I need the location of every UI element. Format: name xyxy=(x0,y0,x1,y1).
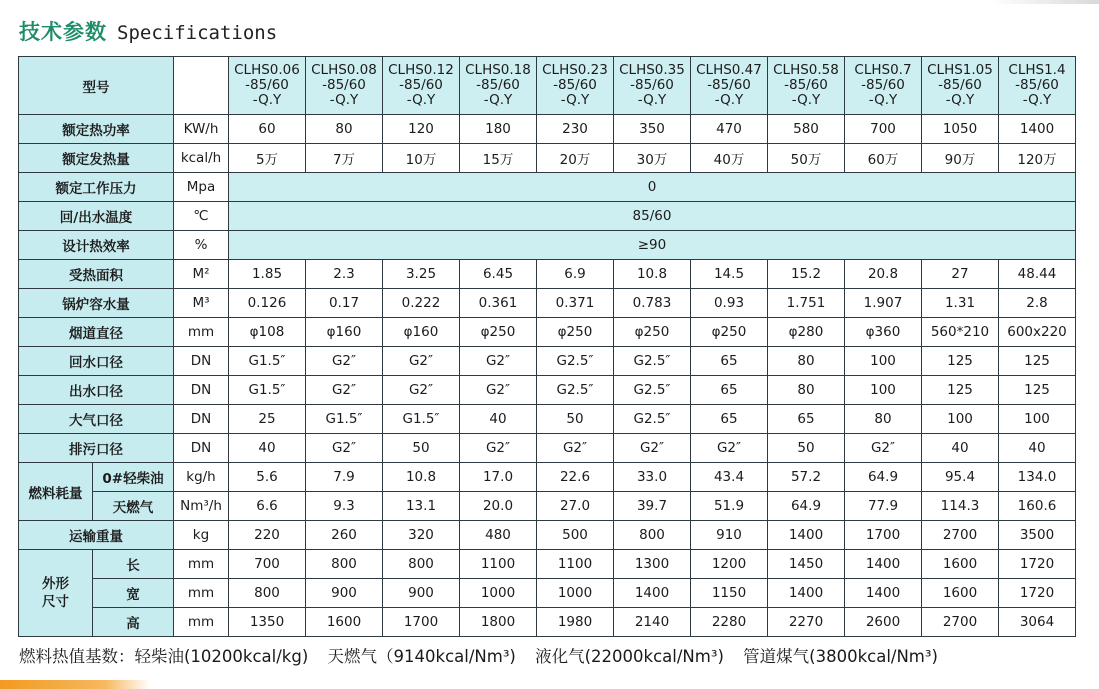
row-unit: M² xyxy=(174,260,229,289)
value-cell: 350 xyxy=(614,115,691,144)
table-row xyxy=(19,376,1076,405)
model-name-cell xyxy=(691,57,768,115)
dimension-row xyxy=(19,550,1076,579)
model-name-line: -85/60 xyxy=(938,77,982,93)
value-cell: 1050 xyxy=(922,115,999,144)
model-name-line: CLHS1.05 xyxy=(927,62,993,78)
value-cell: 22.6 xyxy=(537,463,614,492)
model-name-line: CLHS0.06 xyxy=(234,62,300,78)
value-cell: G2″ xyxy=(537,434,614,463)
model-name-line: -85/60 xyxy=(322,77,366,93)
value-cell: 2140 xyxy=(614,608,691,637)
dimension-type-label: 高 xyxy=(93,608,174,637)
value-cell: G2″ xyxy=(383,347,460,376)
model-name-line: -Q.Y xyxy=(406,92,436,108)
value-cell: 20.8 xyxy=(845,260,922,289)
value-cell: 77.9 xyxy=(845,492,922,521)
value-cell: 1000 xyxy=(537,579,614,608)
dimension-row xyxy=(19,608,1076,637)
value-cell: 800 xyxy=(383,550,460,579)
value-cell: 80 xyxy=(768,376,845,405)
value-cell: 1400 xyxy=(768,579,845,608)
value-cell: φ250 xyxy=(614,318,691,347)
value-cell: 900 xyxy=(383,579,460,608)
page-title-cn: 技术参数 xyxy=(19,20,107,44)
value-cell: 57.2 xyxy=(768,463,845,492)
table-header-row xyxy=(19,57,1076,115)
row-label: 烟道直径 xyxy=(19,318,174,347)
value-cell: G2″ xyxy=(460,376,537,405)
value-cell: 560*210 xyxy=(922,318,999,347)
model-name-line: -Q.Y xyxy=(868,92,898,108)
value-cell: 0.222 xyxy=(383,289,460,318)
value-cell: φ250 xyxy=(537,318,614,347)
value-cell: 1400 xyxy=(845,579,922,608)
value-cell: 3.25 xyxy=(383,260,460,289)
model-name-line: -85/60 xyxy=(784,77,828,93)
table-row xyxy=(19,173,1076,202)
value-cell: 13.1 xyxy=(383,492,460,521)
value-cell: 800 xyxy=(306,550,383,579)
value-cell: G2.5″ xyxy=(614,347,691,376)
fuel-group-label: 燃料耗量 xyxy=(19,463,93,521)
value-cell: 90万 xyxy=(922,144,999,173)
value-cell: 80 xyxy=(306,115,383,144)
value-cell: G2″ xyxy=(614,434,691,463)
value-cell: 65 xyxy=(768,405,845,434)
value-cell: 6.45 xyxy=(460,260,537,289)
value-cell: 50 xyxy=(383,434,460,463)
value-cell: 27.0 xyxy=(537,492,614,521)
value-cell: 65 xyxy=(691,347,768,376)
bottom-accent-bar xyxy=(0,680,150,689)
value-cell: 1400 xyxy=(845,550,922,579)
model-name-line: CLHS0.23 xyxy=(542,62,608,78)
value-cell: 48.44 xyxy=(999,260,1076,289)
value-cell: 2270 xyxy=(768,608,845,637)
model-name-cell xyxy=(306,57,383,115)
value-cell: φ280 xyxy=(768,318,845,347)
table-row xyxy=(19,202,1076,231)
model-name-cell xyxy=(229,57,306,115)
value-cell: 60万 xyxy=(845,144,922,173)
model-name-line: CLHS0.18 xyxy=(465,62,531,78)
value-cell: 5.6 xyxy=(229,463,306,492)
value-cell: 1400 xyxy=(999,115,1076,144)
row-span-value: 0 xyxy=(229,173,1076,202)
value-cell: 0.783 xyxy=(614,289,691,318)
value-cell: 1720 xyxy=(999,579,1076,608)
value-cell: G2″ xyxy=(383,376,460,405)
value-cell: G1.5″ xyxy=(229,347,306,376)
row-unit: % xyxy=(174,231,229,260)
value-cell: G1.5″ xyxy=(229,376,306,405)
value-cell: G1.5″ xyxy=(383,405,460,434)
model-name-line: CLHS0.47 xyxy=(696,62,762,78)
value-cell: φ160 xyxy=(306,318,383,347)
table-row xyxy=(19,231,1076,260)
value-cell: 9.3 xyxy=(306,492,383,521)
model-name-cell xyxy=(845,57,922,115)
row-label: 锅炉容水量 xyxy=(19,289,174,318)
model-name-cell xyxy=(537,57,614,115)
value-cell: 480 xyxy=(460,521,537,550)
model-name-line: -85/60 xyxy=(553,77,597,93)
value-cell: 20万 xyxy=(537,144,614,173)
value-cell: 15.2 xyxy=(768,260,845,289)
value-cell: 65 xyxy=(691,376,768,405)
value-cell: 17.0 xyxy=(460,463,537,492)
table-row xyxy=(19,434,1076,463)
value-cell: 40 xyxy=(229,434,306,463)
value-cell: 1720 xyxy=(999,550,1076,579)
value-cell: φ160 xyxy=(383,318,460,347)
row-label: 排污口径 xyxy=(19,434,174,463)
model-name-line: -85/60 xyxy=(707,77,751,93)
value-cell: G2″ xyxy=(691,434,768,463)
row-unit: kcal/h xyxy=(174,144,229,173)
value-cell: 10万 xyxy=(383,144,460,173)
table-row xyxy=(19,115,1076,144)
value-cell: 1600 xyxy=(306,608,383,637)
model-name-line: -Q.Y xyxy=(791,92,821,108)
value-cell: 3500 xyxy=(999,521,1076,550)
value-cell: G2″ xyxy=(460,347,537,376)
value-cell: 30万 xyxy=(614,144,691,173)
value-cell: 64.9 xyxy=(845,463,922,492)
model-name-cell xyxy=(768,57,845,115)
value-cell: 1150 xyxy=(691,579,768,608)
fuel-note-natural-gas: 天燃气（9140kcal/Nm³) xyxy=(327,647,516,666)
value-cell: G2″ xyxy=(845,434,922,463)
value-cell: 40万 xyxy=(691,144,768,173)
value-cell: 10.8 xyxy=(383,463,460,492)
value-cell: 50 xyxy=(537,405,614,434)
value-cell: G2″ xyxy=(306,376,383,405)
value-cell: 1100 xyxy=(537,550,614,579)
value-cell: 1400 xyxy=(614,579,691,608)
value-cell: 80 xyxy=(845,405,922,434)
row-label: 额定工作压力 xyxy=(19,173,174,202)
value-cell: 15万 xyxy=(460,144,537,173)
model-name-line: CLHS0.7 xyxy=(854,62,912,78)
dimension-unit: mm xyxy=(174,608,229,637)
value-cell: 60 xyxy=(229,115,306,144)
value-cell: 125 xyxy=(999,347,1076,376)
value-cell: φ108 xyxy=(229,318,306,347)
value-cell: 1.907 xyxy=(845,289,922,318)
value-cell: 125 xyxy=(999,376,1076,405)
value-cell: 910 xyxy=(691,521,768,550)
value-cell: 7万 xyxy=(306,144,383,173)
row-label: 回/出水温度 xyxy=(19,202,174,231)
table-row xyxy=(19,289,1076,318)
model-name-line: -Q.Y xyxy=(714,92,744,108)
value-cell: 800 xyxy=(229,579,306,608)
model-name-line: CLHS1.4 xyxy=(1008,62,1066,78)
model-name-line: CLHS0.12 xyxy=(388,62,454,78)
value-cell: 0.17 xyxy=(306,289,383,318)
value-cell: G2.5″ xyxy=(614,376,691,405)
value-cell: φ250 xyxy=(691,318,768,347)
value-cell: 1800 xyxy=(460,608,537,637)
page-header xyxy=(19,16,277,46)
value-cell: 2280 xyxy=(691,608,768,637)
value-cell: 1980 xyxy=(537,608,614,637)
value-cell: G2″ xyxy=(460,434,537,463)
value-cell: 580 xyxy=(768,115,845,144)
value-cell: 230 xyxy=(537,115,614,144)
value-cell: 33.0 xyxy=(614,463,691,492)
model-name-line: CLHS0.08 xyxy=(311,62,377,78)
value-cell: 114.3 xyxy=(922,492,999,521)
value-cell: 3064 xyxy=(999,608,1076,637)
value-cell: 65 xyxy=(691,405,768,434)
model-label: 型号 xyxy=(19,57,174,115)
row-unit: DN xyxy=(174,376,229,405)
value-cell: G2″ xyxy=(306,347,383,376)
row-unit: mm xyxy=(174,318,229,347)
value-cell: 1200 xyxy=(691,550,768,579)
value-cell: 470 xyxy=(691,115,768,144)
value-cell: G1.5″ xyxy=(306,405,383,434)
model-name-line: -Q.Y xyxy=(1022,92,1052,108)
model-name-cell xyxy=(999,57,1076,115)
model-name-line: -85/60 xyxy=(399,77,443,93)
fuel-note-lpg: 液化气(22000kcal/Nm³) xyxy=(535,647,724,666)
table-row xyxy=(19,405,1076,434)
row-label: 出水口径 xyxy=(19,376,174,405)
fuel-row xyxy=(19,492,1076,521)
value-cell: 1700 xyxy=(383,608,460,637)
fuel-row xyxy=(19,463,1076,492)
dimension-type-label: 长 xyxy=(93,550,174,579)
dimension-group-label xyxy=(19,550,93,637)
value-cell: 125 xyxy=(922,347,999,376)
row-label: 受热面积 xyxy=(19,260,174,289)
value-cell: 1600 xyxy=(922,550,999,579)
value-cell: 100 xyxy=(999,405,1076,434)
value-cell: 0.93 xyxy=(691,289,768,318)
value-cell: G2.5″ xyxy=(537,376,614,405)
value-cell: 20.0 xyxy=(460,492,537,521)
value-cell: 125 xyxy=(922,376,999,405)
value-cell: 1400 xyxy=(768,521,845,550)
value-cell: 2.8 xyxy=(999,289,1076,318)
value-cell: 64.9 xyxy=(768,492,845,521)
value-cell: 40 xyxy=(999,434,1076,463)
value-cell: 120 xyxy=(383,115,460,144)
value-cell: G2″ xyxy=(306,434,383,463)
row-label: 大气口径 xyxy=(19,405,174,434)
value-cell: 2700 xyxy=(922,521,999,550)
row-unit: ℃ xyxy=(174,202,229,231)
dimension-group-label-text: 外形尺寸 xyxy=(42,576,69,610)
value-cell: 1600 xyxy=(922,579,999,608)
model-name-cell xyxy=(614,57,691,115)
model-name-line: -Q.Y xyxy=(483,92,513,108)
row-unit: DN xyxy=(174,434,229,463)
value-cell: 120万 xyxy=(999,144,1076,173)
value-cell: 1000 xyxy=(460,579,537,608)
value-cell: 700 xyxy=(229,550,306,579)
value-cell: 1100 xyxy=(460,550,537,579)
value-cell: 1450 xyxy=(768,550,845,579)
model-name-line: CLHS0.35 xyxy=(619,62,685,78)
value-cell: 80 xyxy=(768,347,845,376)
value-cell: G2.5″ xyxy=(614,405,691,434)
dimension-unit: mm xyxy=(174,579,229,608)
value-cell: 100 xyxy=(845,376,922,405)
weight-unit: kg xyxy=(174,521,229,550)
value-cell: 500 xyxy=(537,521,614,550)
dimension-type-label: 宽 xyxy=(93,579,174,608)
value-cell: 6.6 xyxy=(229,492,306,521)
value-cell: 10.8 xyxy=(614,260,691,289)
table-row xyxy=(19,318,1076,347)
model-name-line: -Q.Y xyxy=(637,92,667,108)
value-cell: 0.361 xyxy=(460,289,537,318)
model-unit-blank xyxy=(174,57,229,115)
value-cell: 900 xyxy=(306,579,383,608)
value-cell: 100 xyxy=(845,347,922,376)
row-label: 额定热功率 xyxy=(19,115,174,144)
model-name-line: -Q.Y xyxy=(329,92,359,108)
value-cell: 1.85 xyxy=(229,260,306,289)
value-cell: 320 xyxy=(383,521,460,550)
value-cell: 0.126 xyxy=(229,289,306,318)
fuel-unit: kg/h xyxy=(174,463,229,492)
value-cell: φ250 xyxy=(460,318,537,347)
value-cell: 700 xyxy=(845,115,922,144)
value-cell: 25 xyxy=(229,405,306,434)
row-span-value: ≥90 xyxy=(229,231,1076,260)
weight-label: 运输重量 xyxy=(19,521,174,550)
value-cell: 1300 xyxy=(614,550,691,579)
model-name-cell xyxy=(922,57,999,115)
value-cell: 6.9 xyxy=(537,260,614,289)
fuel-calorific-note xyxy=(19,643,952,667)
table-row xyxy=(19,347,1076,376)
value-cell: 7.9 xyxy=(306,463,383,492)
value-cell: 2600 xyxy=(845,608,922,637)
model-name-cell xyxy=(460,57,537,115)
model-name-line: -85/60 xyxy=(1015,77,1059,93)
value-cell: 51.9 xyxy=(691,492,768,521)
row-label: 回水口径 xyxy=(19,347,174,376)
value-cell: 27 xyxy=(922,260,999,289)
model-name-line: -85/60 xyxy=(245,77,289,93)
row-unit: DN xyxy=(174,347,229,376)
value-cell: G2.5″ xyxy=(537,347,614,376)
model-name-line: CLHS0.58 xyxy=(773,62,839,78)
value-cell: 5万 xyxy=(229,144,306,173)
value-cell: 43.4 xyxy=(691,463,768,492)
value-cell: 40 xyxy=(460,405,537,434)
fuel-type-label: 天燃气 xyxy=(93,492,174,521)
value-cell: 800 xyxy=(614,521,691,550)
value-cell: 2700 xyxy=(922,608,999,637)
value-cell: 220 xyxy=(229,521,306,550)
row-unit: DN xyxy=(174,405,229,434)
value-cell: 50万 xyxy=(768,144,845,173)
model-name-line: -85/60 xyxy=(476,77,520,93)
value-cell: 100 xyxy=(922,405,999,434)
page-title-en: Specifications xyxy=(117,22,278,44)
value-cell: 14.5 xyxy=(691,260,768,289)
spec-table xyxy=(18,56,1076,637)
row-span-value: 85/60 xyxy=(229,202,1076,231)
model-name-line: -Q.Y xyxy=(945,92,975,108)
value-cell: φ360 xyxy=(845,318,922,347)
row-label: 设计热效率 xyxy=(19,231,174,260)
value-cell: 260 xyxy=(306,521,383,550)
model-name-line: -Q.Y xyxy=(560,92,590,108)
value-cell: 50 xyxy=(768,434,845,463)
value-cell: 1700 xyxy=(845,521,922,550)
row-unit: M³ xyxy=(174,289,229,318)
model-name-line: -85/60 xyxy=(861,77,905,93)
value-cell: 160.6 xyxy=(999,492,1076,521)
row-label: 额定发热量 xyxy=(19,144,174,173)
row-unit: Mpa xyxy=(174,173,229,202)
table-row xyxy=(19,144,1076,173)
value-cell: 0.371 xyxy=(537,289,614,318)
value-cell: 180 xyxy=(460,115,537,144)
fuel-type-label: 0#轻柴油 xyxy=(93,463,174,492)
table-row xyxy=(19,260,1076,289)
model-name-cell xyxy=(383,57,460,115)
fuel-note-diesel: 燃料热值基数：轻柴油(10200kcal/kg) xyxy=(19,647,309,666)
value-cell: 39.7 xyxy=(614,492,691,521)
model-name-line: -Q.Y xyxy=(252,92,282,108)
value-cell: 134.0 xyxy=(999,463,1076,492)
dimension-unit: mm xyxy=(174,550,229,579)
value-cell: 95.4 xyxy=(922,463,999,492)
fuel-unit: Nm³/h xyxy=(174,492,229,521)
top-divider xyxy=(0,0,1099,4)
model-name-line: -85/60 xyxy=(630,77,674,93)
row-unit: KW/h xyxy=(174,115,229,144)
fuel-note-pipeline-gas: 管道煤气(3800kcal/Nm³) xyxy=(743,647,938,666)
value-cell: 1350 xyxy=(229,608,306,637)
value-cell: 1.31 xyxy=(922,289,999,318)
value-cell: 40 xyxy=(922,434,999,463)
value-cell: 600x220 xyxy=(999,318,1076,347)
dimension-row xyxy=(19,579,1076,608)
value-cell: 1.751 xyxy=(768,289,845,318)
weight-row xyxy=(19,521,1076,550)
value-cell: 2.3 xyxy=(306,260,383,289)
